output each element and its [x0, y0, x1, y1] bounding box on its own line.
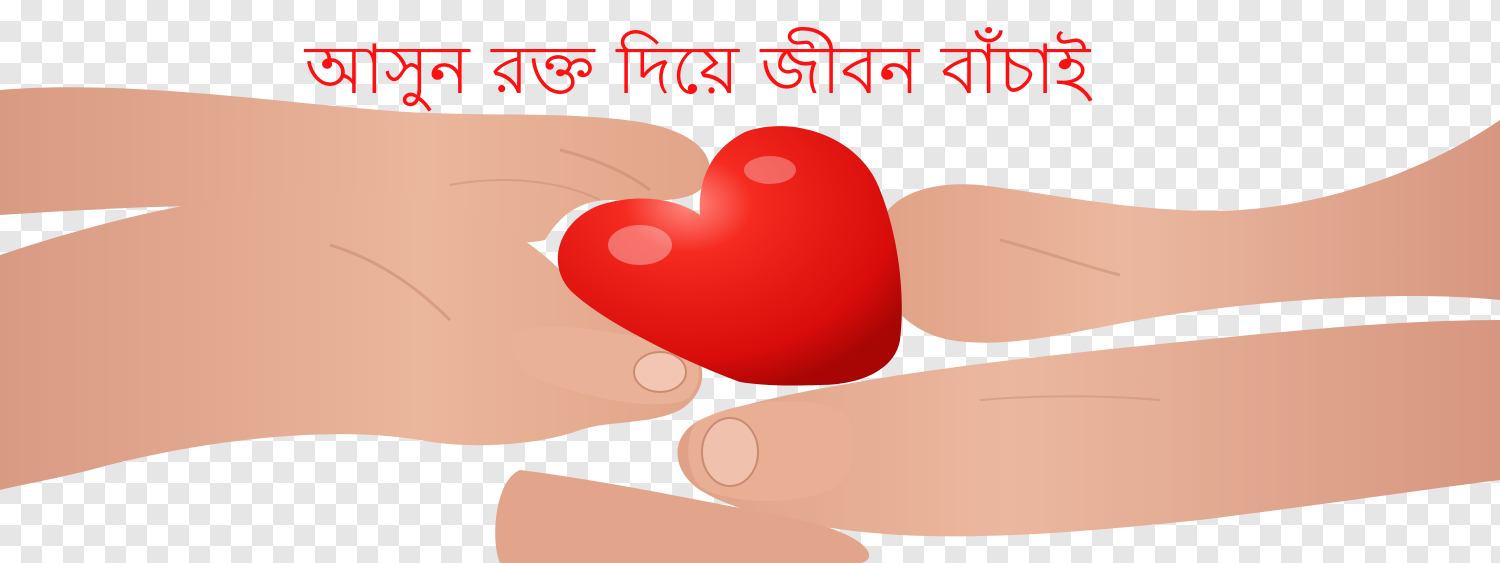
- headline: আসুন রক্ত দিয়ে জীবন বাঁচাই: [304, 31, 1091, 110]
